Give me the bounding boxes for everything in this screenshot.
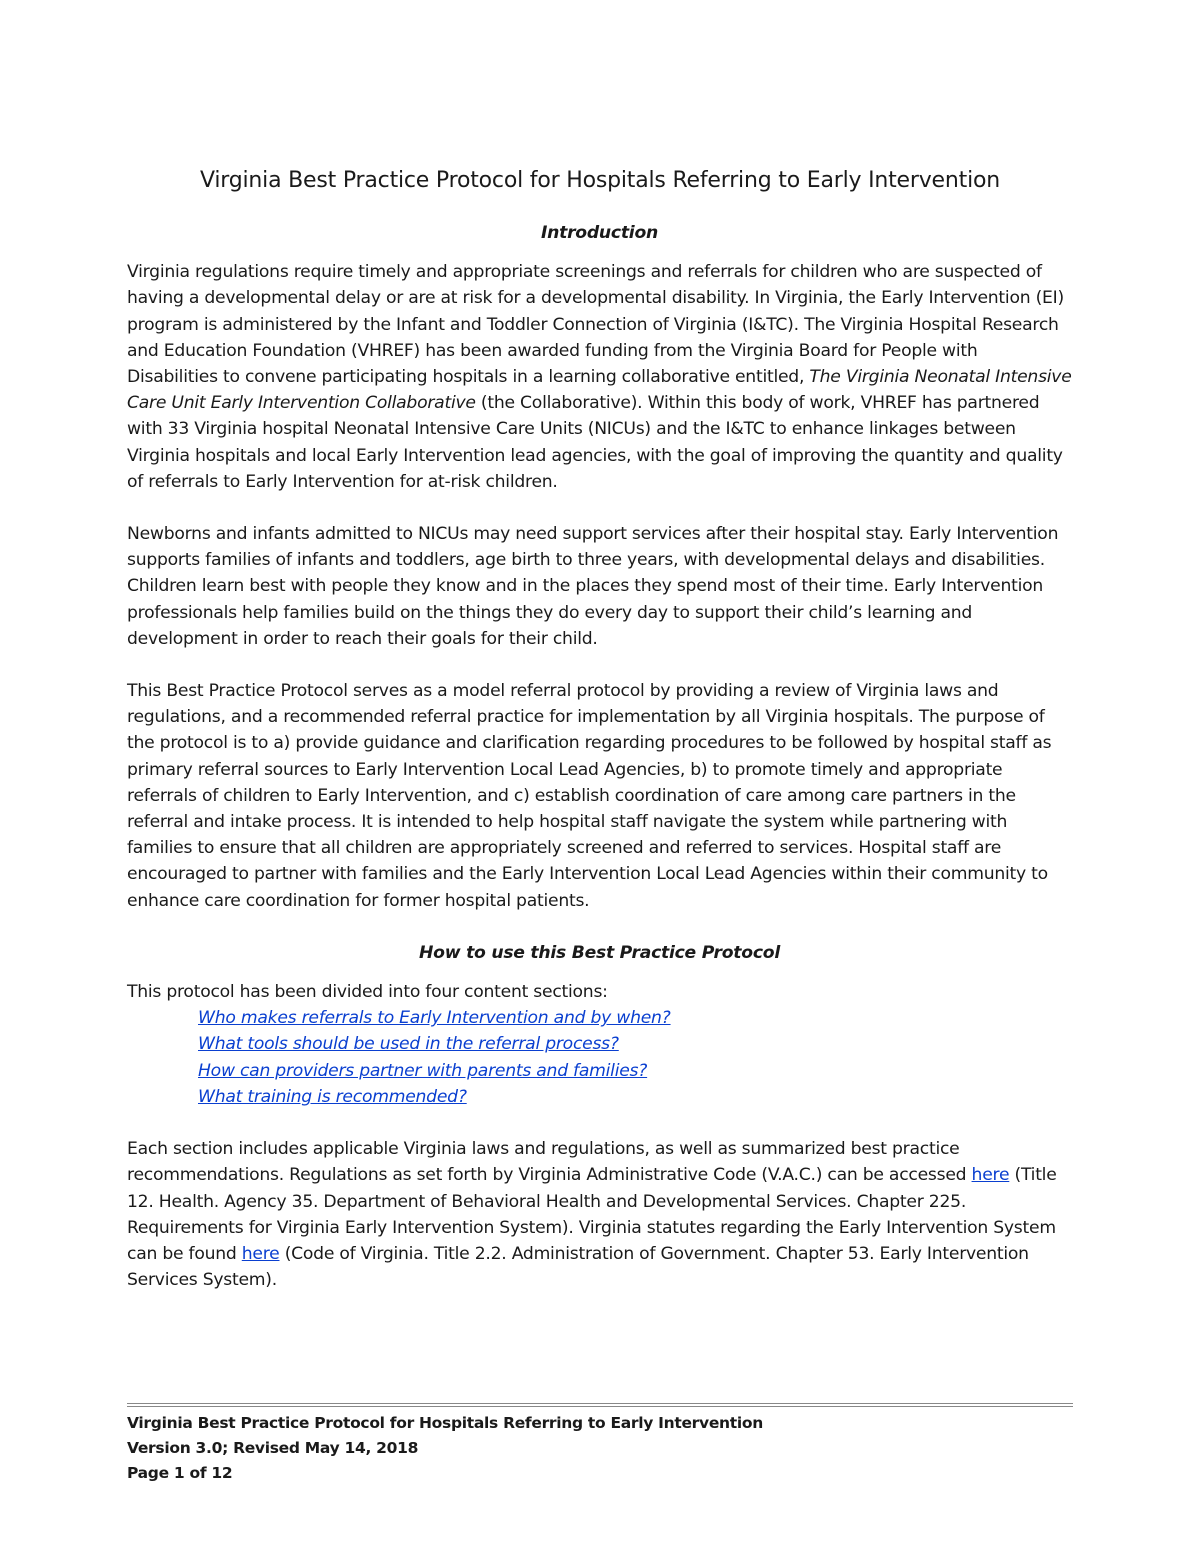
document-title: Virginia Best Practice Protocol for Hospitals Referring to Early Intervention [200,168,1000,193]
link-partner-with-families[interactable]: How can providers partner with parents and families? [198,1060,648,1081]
how-to-use-heading: How to use this Best Practice Protocol [419,942,780,963]
nicu-paragraph: Newborns and infants admitted to NICUs may need support services after their hospital stay. Early Intervention supports families of infants and toddlers, age birth to three years, with developmental delays and disabilities. Children learn best with people they know and in the places they spend most of their time. Early Intervention professionals help families build on the things they do every day to support their child’s learning and development in order to reach their goals for their child. [127,524,1059,649]
regulations-text-c: (Code of Virginia. Title 2.2. Administration of Government. Chapter 53. Early Intervention Services System). [127,1243,1029,1291]
link-what-tools[interactable]: What tools should be used in the referral process? [198,1034,619,1055]
intro-text-a: Virginia regulations require timely and appropriate screenings and referrals for children who are suspected of having a developmental delay or are at risk for a developmental disability. In Virginia, the Early Intervention (EI) program is administered by the Infant and Toddler Connection of Virginia (I&TC). The Virginia Hospital Research and Education Foundation (VHREF) has been awarded funding from the Virginia Board for People with Disabilities to convene participating hospitals in a learning collaborative entitled, [127,262,1064,388]
regulations-paragraph [127,1136,1072,1293]
footer-page-number: Page 1 of 12 [127,1464,233,1482]
introduction-heading: Introduction [540,223,658,243]
page-footer [127,1411,763,1486]
protocol-purpose-paragraph: This Best Practice Protocol serves as a model referral protocol by providing a review of Virginia laws and regulations, and a recommended referral practice for implementation by all Virginia hospitals. The purpose of the protocol is to a) provide guidance and clarification regarding procedures to be followed by hospital staff as primary referral sources to Early Intervention Local Lead Agencies, b) to promote timely and appropriate referrals of children to Early Intervention, and c) establish coordination of care among care partners in the referral and intake process. It is intended to help hospital staff navigate the system while partnering with families to ensure that all children are appropriately screened and referred to services. Hospital staff are encouraged to partner with families and the Early Intervention Local Lead Agencies within their community to enhance care coordination for former hospital patients. [127,681,1052,911]
link-who-makes-referrals[interactable]: Who makes referrals to Early Intervention and by when? [198,1008,671,1029]
collaborative-name: The Virginia Neonatal Intensive Care Unit Early Intervention Collaborative [127,367,1072,414]
code-of-virginia-here-link[interactable]: here [241,1243,280,1264]
vac-here-link[interactable]: here [971,1165,1010,1186]
intro-text-b: (the Collaborative). Within this body of work, VHREF has partnered with 33 Virginia hospital Neonatal Intensive Care Units (NICUs) and the I&TC to enhance linkages between Virginia hospitals and local Early Intervention lead agencies, with the goal of improving the quantity and quality of referrals to Early Intervention for at-risk children. [127,393,1063,492]
regulations-text-a: Each section includes applicable Virginia laws and regulations, as well as summarized best practice recommendations. Regulations as set forth by Virginia Administrative Code (V.A.C.) can be accessed [127,1139,972,1186]
link-training-recommended[interactable]: What training is recommended? [198,1086,467,1107]
regulations-text-b: (Title 12. Health. Agency 35. Department of Behavioral Health and Developmental Services. Chapter 225. Requirements for Virginia Early Intervention System). Virginia statutes regarding the Early Intervention System can be found [127,1165,1057,1264]
sections-intro: This protocol has been divided into four content sections: [127,982,608,1003]
footer-version: Version 3.0; Revised May 14, 2018 [127,1439,419,1457]
intro-paragraph [127,259,1072,495]
footer-divider [127,1403,1073,1407]
section-links-list [127,1005,1072,1110]
footer-doc-title: Virginia Best Practice Protocol for Hospitals Referring to Early Intervention [127,1414,763,1432]
document-body [127,220,1072,1319]
